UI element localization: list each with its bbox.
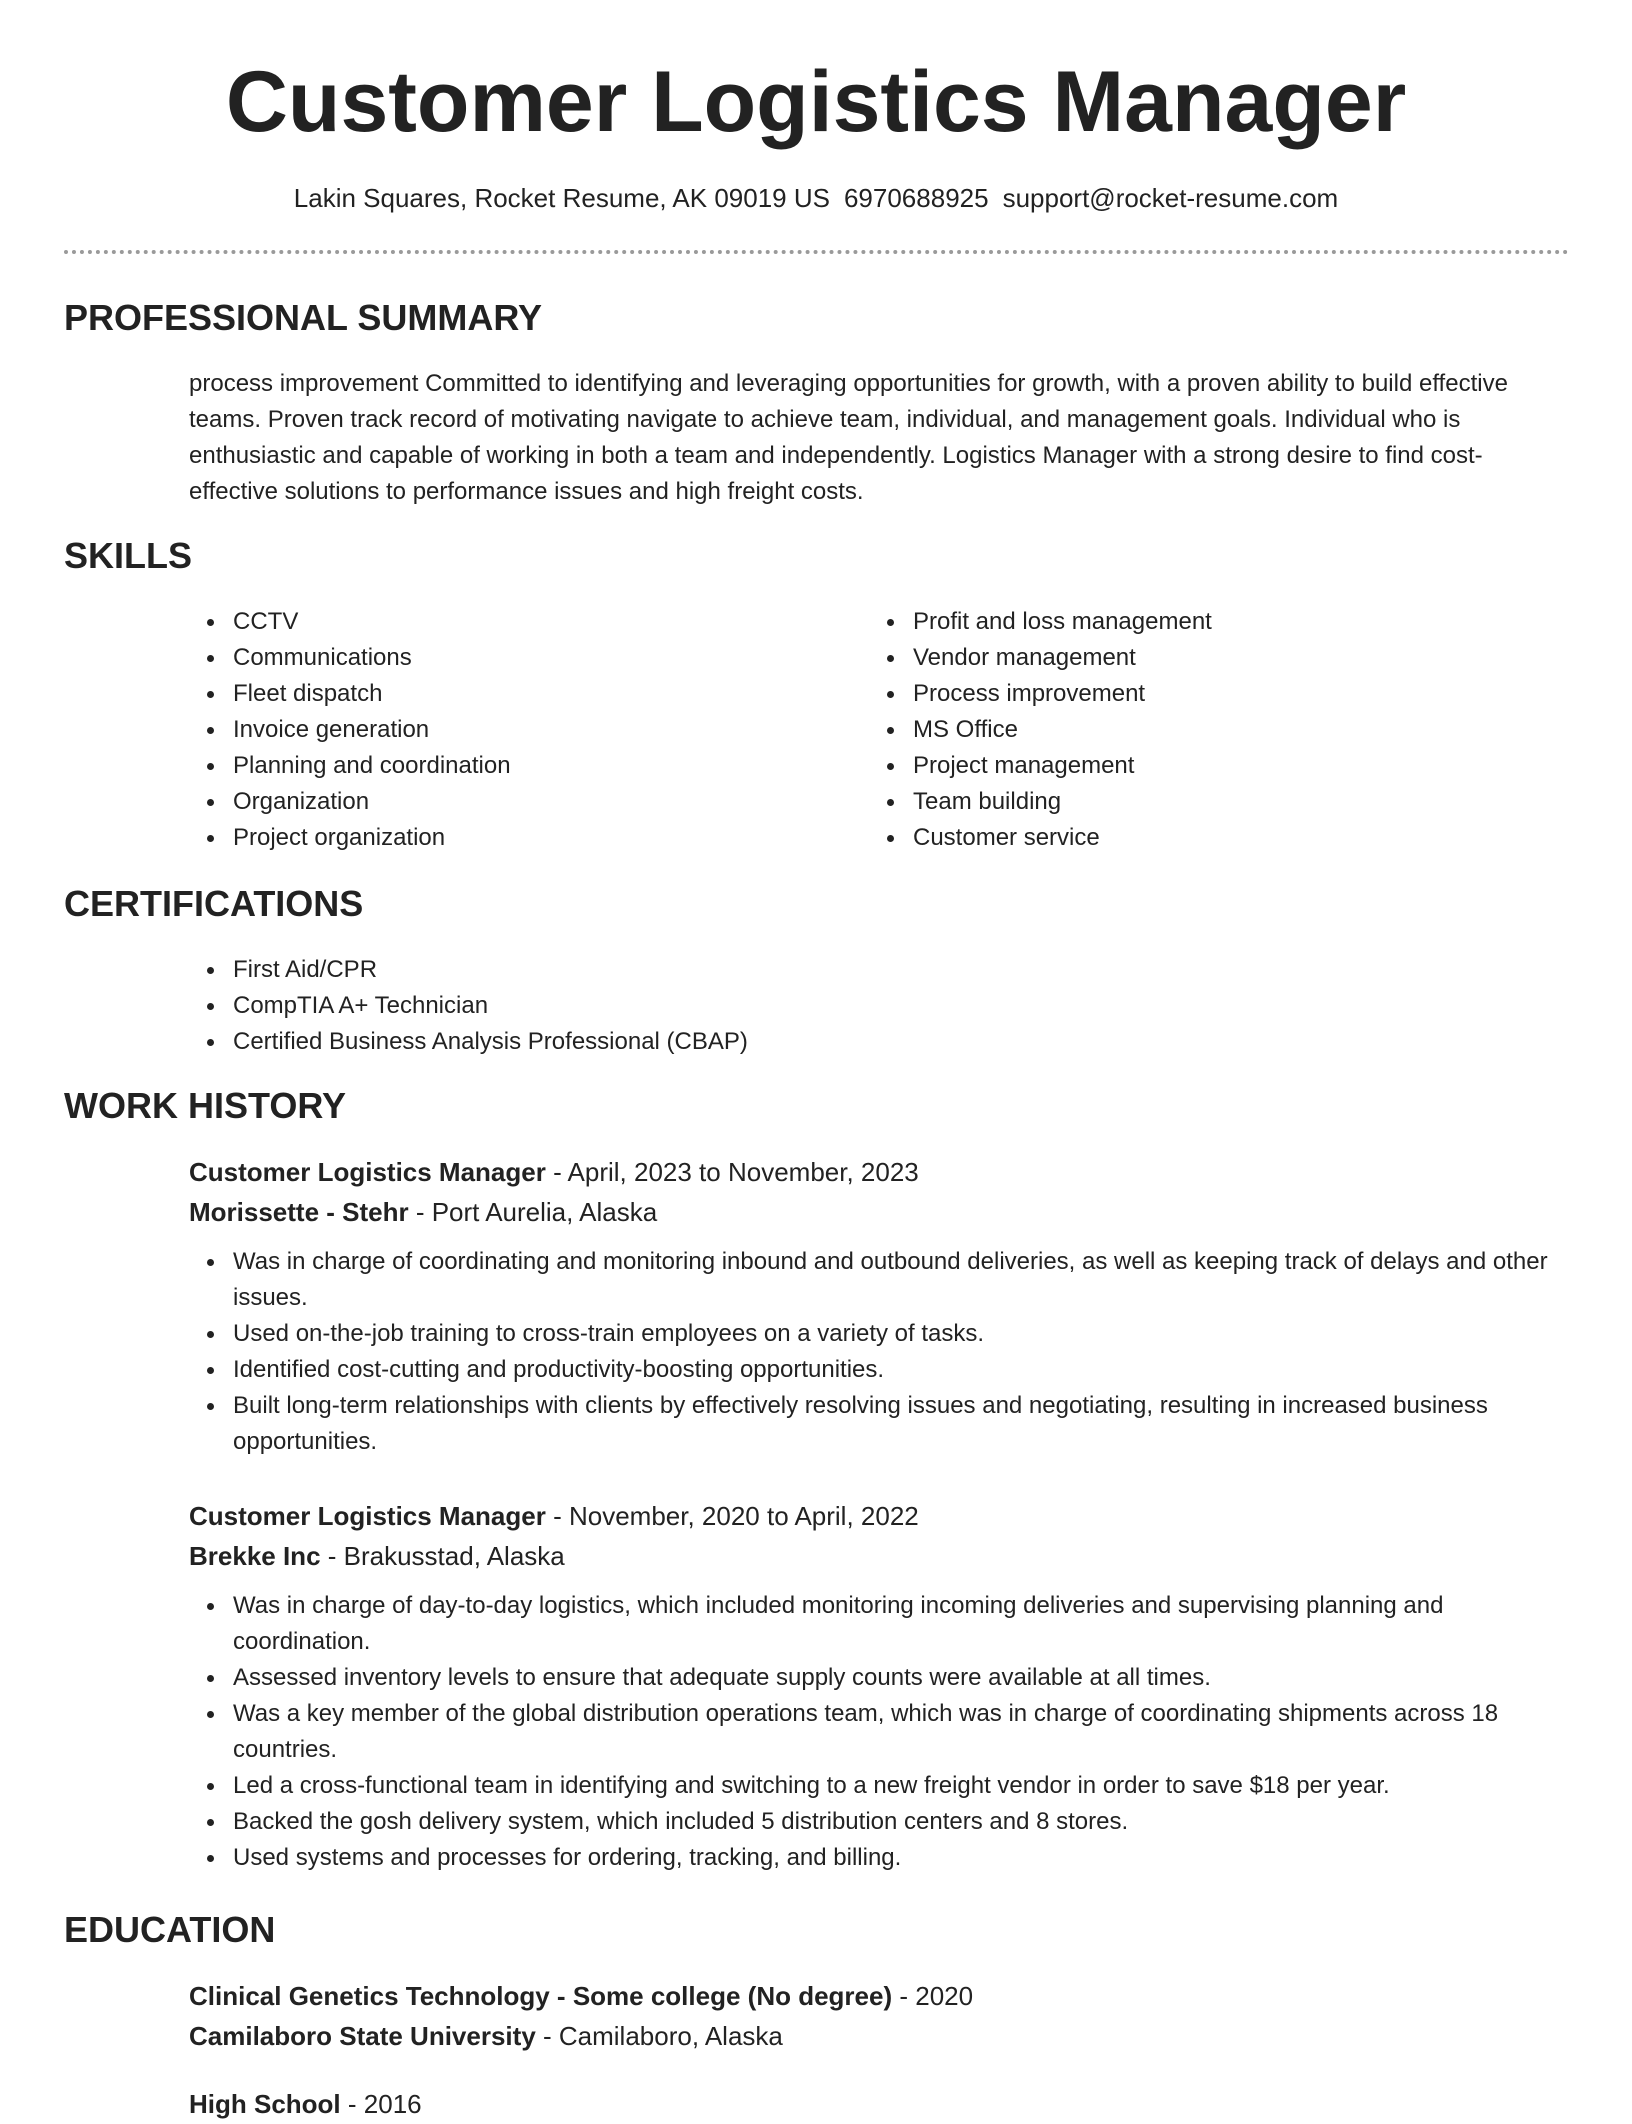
skill-item: Team building <box>869 784 1489 820</box>
job-company-line <box>189 1192 1559 1232</box>
summary-heading: PROFESSIONAL SUMMARY <box>64 297 543 338</box>
job-bullet: Used systems and processes for ordering, tracking, and billing. <box>189 1840 1559 1876</box>
skill-item: Planning and coordination <box>189 748 809 784</box>
job-company: Morissette - Stehr <box>189 1197 409 1227</box>
resume-name: Customer Logistics Manager <box>225 54 1407 150</box>
job-entry <box>189 1496 1559 1876</box>
education-heading: EDUCATION <box>64 1909 276 1950</box>
job-bullet: Was in charge of coordinating and monitoring inbound and outbound deliveries, as well as keeping track of delays and other issues. <box>189 1244 1559 1316</box>
education-degree-line <box>189 2084 1559 2124</box>
skill-item: Communications <box>189 640 809 676</box>
job-bullet: Used on-the-job training to cross-train employees on a variety of tasks. <box>189 1316 1559 1352</box>
contact-email[interactable]: support@rocket-resume.com <box>1002 183 1339 213</box>
job-bullet: Backed the gosh delivery system, which included 5 distribution centers and 8 stores. <box>189 1804 1559 1840</box>
education-degree-line <box>189 1976 1559 2016</box>
education-year: - 2016 <box>340 2089 422 2119</box>
certification-item: Certified Business Analysis Professional (CBAP) <box>189 1024 1089 1060</box>
contact-address: Lakin Squares, Rocket Resume, AK 09019 US <box>293 183 830 213</box>
skill-item: Process improvement <box>869 676 1489 712</box>
skills-column-left <box>189 604 809 856</box>
education-entry <box>189 1976 1559 2056</box>
job-bullet: Was a key member of the global distribution operations team, which was in charge of coordinating shipments across 18 countries. <box>189 1696 1559 1768</box>
education-location: - Camilaboro, Alaska <box>535 2021 783 2051</box>
job-entry <box>189 1152 1559 1460</box>
summary-text: process improvement Committed to identifying and leveraging opportunities for growth, with a proven ability to build effective teams. Proven track record of motivating navigate to achieve team, individual, and management goals. Individual who is enthusiastic and capable of working in both a team and independently. Logistics Manager with a strong desire to find cost-effective solutions to performance issues and high freight costs. <box>189 370 1508 505</box>
job-title-line <box>189 1152 1559 1192</box>
contact-line <box>0 180 1632 216</box>
contact-phone: 6970688925 <box>843 183 989 213</box>
skill-item: MS Office <box>869 712 1489 748</box>
skill-item: Customer service <box>869 820 1489 856</box>
skill-item: Invoice generation <box>189 712 809 748</box>
job-bullets <box>189 1244 1559 1460</box>
education-school-line <box>189 2016 1559 2056</box>
skills-heading: SKILLS <box>64 535 193 576</box>
job-location: - Port Aurelia, Alaska <box>408 1197 658 1227</box>
job-company: Brekke Inc <box>189 1541 321 1571</box>
job-bullet: Built long-term relationships with clients by effectively resolving issues and negotiating, resulting in increased business opportunities. <box>189 1388 1559 1460</box>
skill-item: Project organization <box>189 820 809 856</box>
skills-column-right <box>869 604 1489 856</box>
education-degree: Clinical Genetics Technology - Some college (No degree) <box>189 1981 893 2011</box>
work-history-heading: WORK HISTORY <box>64 1085 347 1126</box>
job-bullet: Was in charge of day-to-day logistics, which included monitoring incoming deliveries and supervising planning and coordination. <box>189 1588 1559 1660</box>
job-bullet: Led a cross-functional team in identifying and switching to a new freight vendor in order to save $18 per year. <box>189 1768 1559 1804</box>
skill-item: CCTV <box>189 604 809 640</box>
job-bullets <box>189 1588 1559 1876</box>
skill-item: Organization <box>189 784 809 820</box>
education-degree: High School <box>189 2089 341 2119</box>
header-divider <box>64 250 1569 254</box>
certification-item: CompTIA A+ Technician <box>189 988 1089 1024</box>
certification-item: First Aid/CPR <box>189 952 1089 988</box>
job-company-line <box>189 1536 1559 1576</box>
job-dates: - November, 2020 to April, 2022 <box>545 1501 919 1531</box>
skill-item: Vendor management <box>869 640 1489 676</box>
certifications-heading: CERTIFICATIONS <box>64 883 364 924</box>
certifications-list <box>189 952 1089 1060</box>
skill-item: Profit and loss management <box>869 604 1489 640</box>
education-entry <box>189 2084 1559 2124</box>
job-role: Customer Logistics Manager <box>189 1501 546 1531</box>
skill-item: Project management <box>869 748 1489 784</box>
job-role: Customer Logistics Manager <box>189 1157 546 1187</box>
job-location: - Brakusstad, Alaska <box>320 1541 565 1571</box>
job-bullet: Assessed inventory levels to ensure that adequate supply counts were available at all times. <box>189 1660 1559 1696</box>
education-year: - 2020 <box>892 1981 974 2011</box>
job-bullet: Identified cost-cutting and productivity-boosting opportunities. <box>189 1352 1559 1388</box>
skill-item: Fleet dispatch <box>189 676 809 712</box>
job-dates: - April, 2023 to November, 2023 <box>545 1157 919 1187</box>
job-title-line <box>189 1496 1559 1536</box>
education-school: Camilaboro State University <box>189 2021 536 2051</box>
